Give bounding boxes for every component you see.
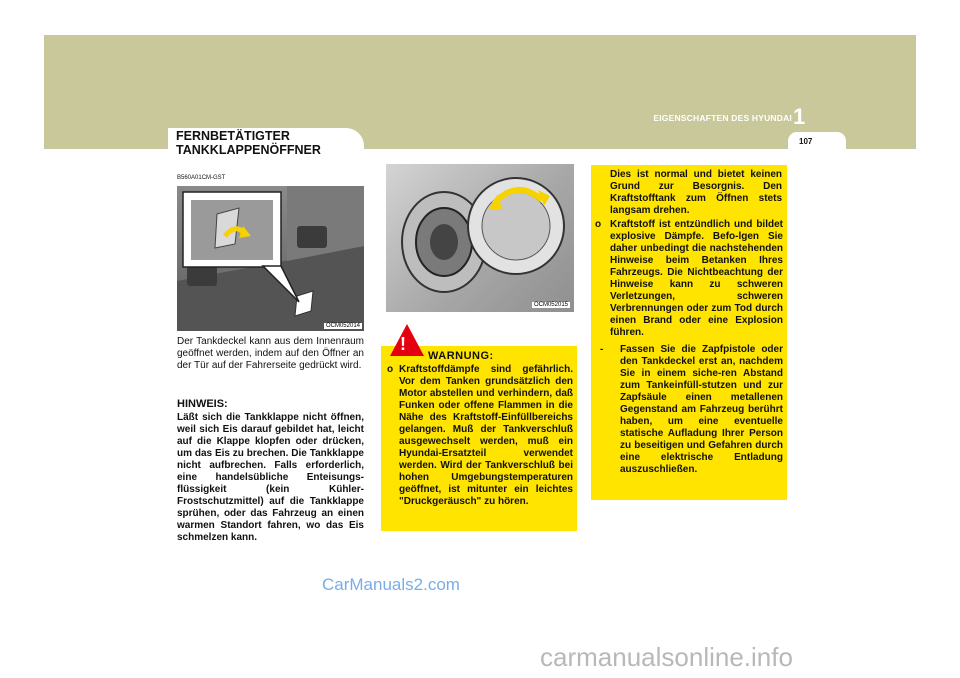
warning-item2-text: Kraftstoff ist entzündlich und bildet explosive Dämpfe. Befo-lgen Sie daher unbedingt die nachstehenden Hinweise beim Betanken Ihres Fahrzeugs. Die Nichtbeachtung der Hinweise kann zu schweren Verletzungen, schweren Verbrennungen oder zum Tod durch einen Brand oder eine Explosion führen. [610,219,783,338]
door-opener-figure [177,186,364,331]
hinweis-title: HINWEIS: [177,398,228,410]
section-title-line1: FERNBETÄTIGTER [176,129,290,143]
warning-continuation-box [591,165,787,500]
warning-symbol: ! [400,334,406,354]
warning-item1-text: Kraftstoffdämpfe sind gefährlich. Vor dem Tanken grundsätzlich den Motor abstellen und verhindern, daß Funken oder offene Flammen in die Nähe des Kraftstoff-Einfüllbereichs gelangen. Muß der Tankverschluß ausgewechselt werden, muß ein Hyundai-Ersatzteil verwendet werden. Wird der Tankverschluß bei hohen Umgebungstemperaturen geöffnet, ist mitunter ein leichtes "Druckgeräusch" zu hören. [399,364,573,507]
fuel-cap-figure [386,164,574,312]
warning-item1 [387,364,573,508]
section-title-line2: TANKKLAPPENÖFFNER [176,142,321,157]
warning-sub-bullet: - [600,344,604,355]
section-code: B560A01CM-GST [177,175,226,181]
chapter-number: 1 [793,104,806,129]
section-title [176,130,321,157]
hinweis-text: Läßt sich die Tankklappe nicht öffnen, weil sich Eis darauf gebildet hat, leicht auf die Klappe klopfen oder drücken, um das Eis zu brechen. Die Tankklappe nicht aufbrechen. Falls erforderlich, eine handelsübliche Enteisungs-flüssigkeit (kein Kühler-Frostschutzmittel) auf die Tankklappe sprühen, oder das Fahrzeug an einen warmen Standort fahren, wo das Eis schmelzen kann. [177,412,364,543]
body-text: Der Tankdeckel kann aus dem Innenraum geöffnet werden, indem auf den Öffner an der Tür auf der Fahrerseite gedrückt wird. [177,336,364,371]
warning-box [381,346,577,531]
figure1-label: OCM052014 [325,323,360,329]
warning-item1-bullet: o [387,364,394,375]
warning-triangle-icon [389,323,425,357]
chapter-title: EIGENSCHAFTEN DES HYUNDAI [653,113,792,123]
watermark: carmanualsonline.info [540,642,793,672]
warning-item2 [595,219,783,339]
carmanuals-logo[interactable]: CarManuals2.com [322,575,460,594]
warning-sub-text: Fassen Sie die Zapfpistole oder den Tankdeckel erst an, nachdem Sie in einem siche-ren Abstand zum Tankeinfüll-stutzen und zur Zapfsäule einen metallenen Gegenstand am Fahrzeug berührt haben, um eine eventuelle statische Aufladung Ihrer Person zu beseitigen und Gefahren durch eine elektrische Entladung auszuschließen. [620,344,783,475]
page-number: 107 [799,137,813,146]
fuel-cap-illustration [386,164,574,312]
page-number-tab [788,132,846,149]
warning-sub-item [595,344,783,476]
figure2-label: OCM052015 [533,302,568,308]
warning-continuation-text: Dies ist normal und bietet keinen Grund zur Besorgnis. Den Kraftstofftank zum Öffnen stets langsam drehen. [610,169,782,216]
warning-item2-bullet: o [595,219,602,230]
warning-title: WARNUNG: [428,350,494,362]
door-opener-illustration [177,186,364,331]
